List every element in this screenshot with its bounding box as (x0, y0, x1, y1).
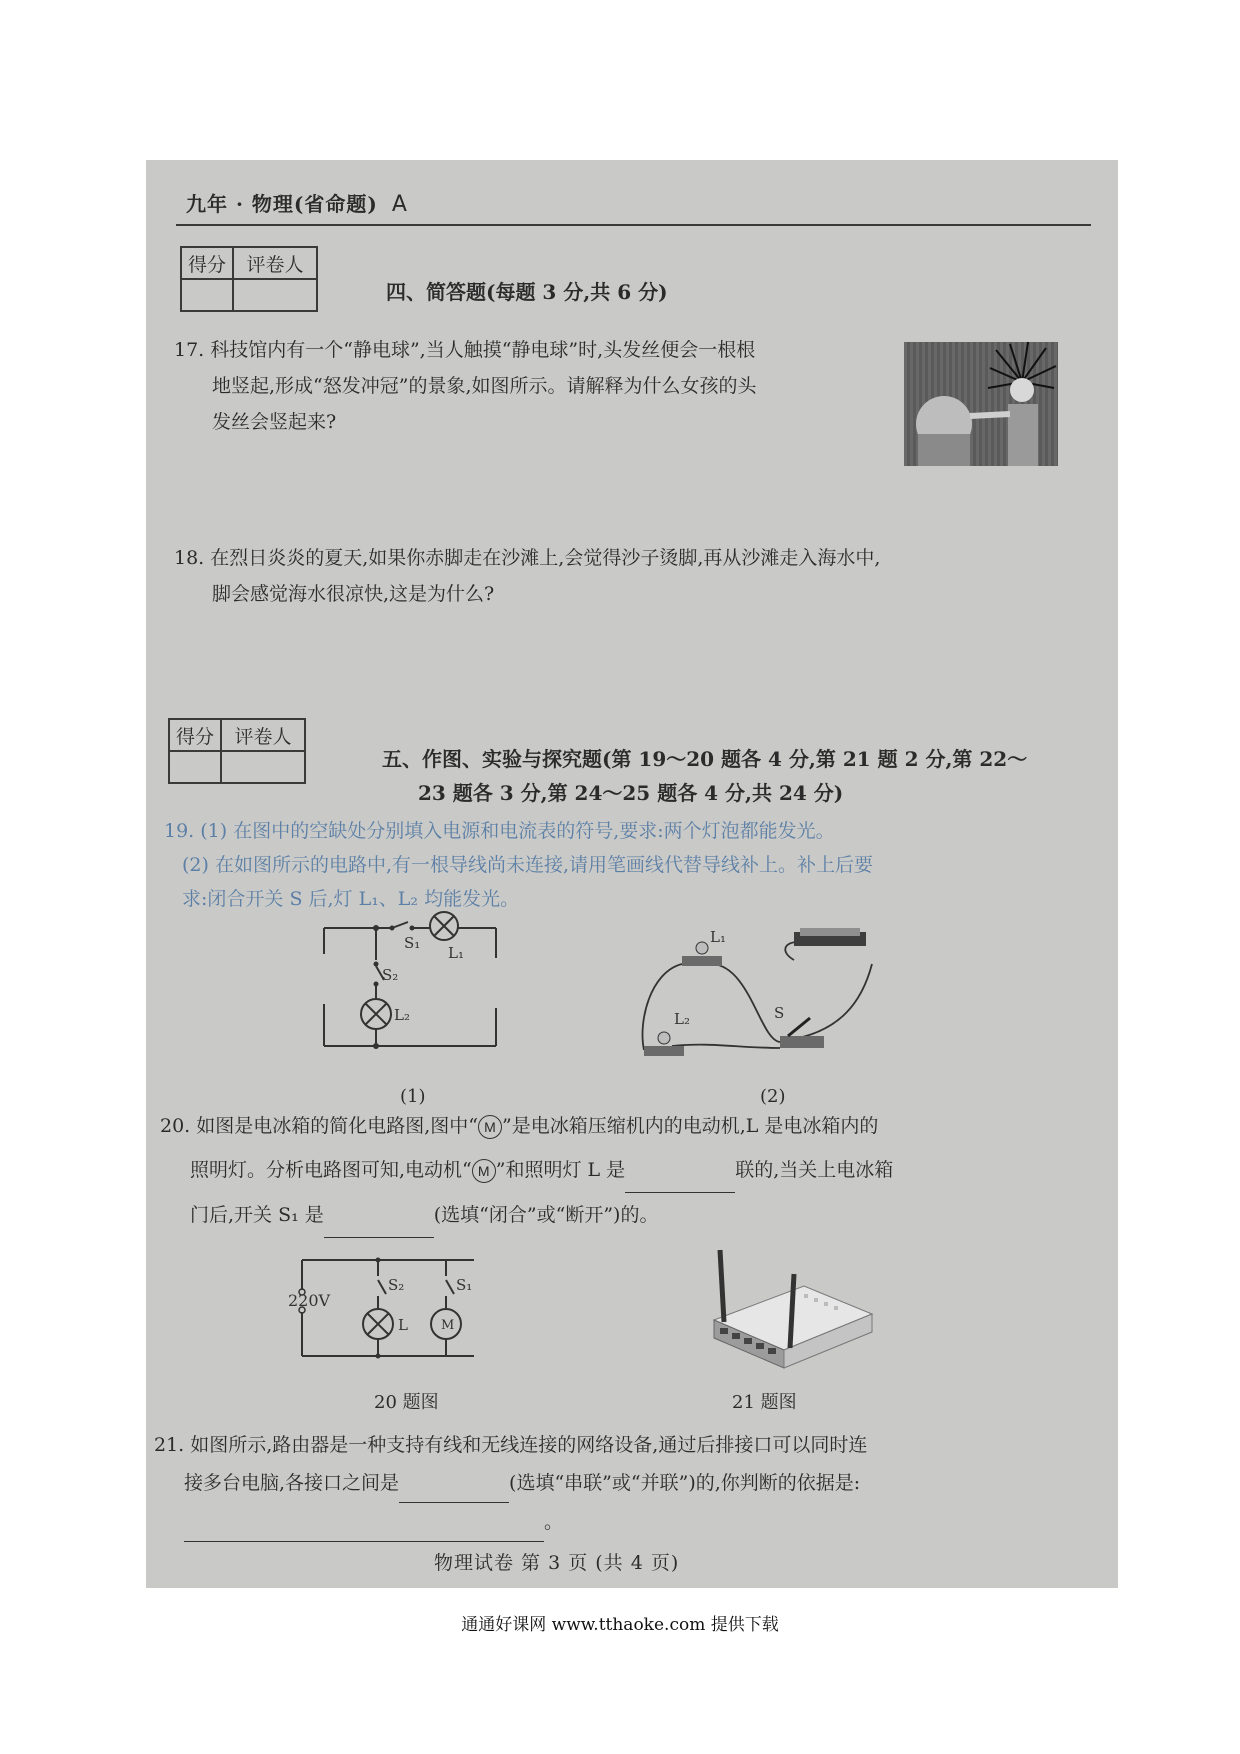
fig21-caption: 21 题图 (732, 1392, 797, 1413)
circuit-diagram-2 (630, 922, 880, 1062)
q21-line2b: (选填“串联”或“并联”)的,你判断的依据是: (509, 1472, 861, 1494)
label-s: S (774, 1004, 785, 1022)
q20-line2b: ”和照明灯 L 是 (495, 1159, 626, 1181)
q17-line3: 发丝会竖起来? (212, 411, 337, 433)
blank-reason[interactable] (184, 1503, 544, 1542)
page-footer: 物理试卷 第 3 页 (共 4 页) (434, 1552, 680, 1574)
label-s1: S₁ (456, 1276, 473, 1294)
question-19 (164, 814, 1094, 916)
exam-page (146, 160, 1118, 1588)
q21-line2a: 接多台电脑,各接口之间是 (184, 1472, 400, 1494)
q20-line1a: 20. 如图是电冰箱的简化电路图,图中“ (160, 1115, 479, 1137)
page-header (186, 188, 408, 217)
fig20-caption: 20 题图 (374, 1392, 439, 1413)
motor-symbol: M (478, 1115, 502, 1139)
q18-line2: 脚会感觉海水很凉快,这是为什么? (212, 583, 495, 605)
label-s2: S₂ (382, 966, 399, 984)
header-rule (176, 224, 1091, 226)
score-cell (169, 751, 221, 783)
label-l2: L₂ (394, 1006, 410, 1024)
q17-line2: 地竖起,形成“怒发冲冠”的景象,如图所示。请解释为什么女孩的头 (212, 375, 757, 397)
label-voltage: 220V (288, 1291, 331, 1310)
fridge-circuit-diagram (288, 1250, 494, 1365)
circuit-diagram-1 (320, 918, 510, 1053)
blank-port-connection[interactable] (399, 1464, 509, 1503)
label-l1: L₁ (710, 928, 726, 946)
section-5-title (382, 742, 1027, 810)
label-s2: S₂ (388, 1276, 405, 1294)
q18-line1: 18. 在烈日炎炎的夏天,如果你赤脚走在沙滩上,会觉得沙子烫脚,再从沙滩走入海水中, (174, 547, 881, 569)
blank-switch-state[interactable] (324, 1193, 434, 1238)
section5-line2: 23 题各 3 分,第 24～25 题各 4 分,共 24 分) (418, 781, 844, 805)
q19-line2: (2) 在如图所示的电路中,有一根导线尚未连接,请用笔画线代替导线补上。补上后要 (182, 854, 874, 876)
grader-label: 评卷人 (221, 719, 305, 751)
q20-line3a: 门后,开关 S₁ 是 (190, 1204, 324, 1226)
q20-line2c: 联的,当关上电冰箱 (735, 1159, 894, 1181)
motor-symbol: M (472, 1159, 496, 1183)
question-21 (154, 1426, 1104, 1542)
fig2-caption: (2) (760, 1086, 786, 1107)
header-title: 九年 · 物理(省命题) (186, 192, 378, 216)
section-4-title: 四、简答题(每题 3 分,共 6 分) (386, 280, 668, 304)
score-cell (181, 279, 233, 311)
label-s1: S₁ (404, 934, 421, 952)
q19-line1: 19. (1) 在图中的空缺处分别填入电源和电流表的符号,要求:两个灯泡都能发光。 (164, 820, 835, 842)
q20-line2a: 照明灯。分析电路图可知,电动机“ (190, 1159, 472, 1181)
q21-line3-end: 。 (544, 1511, 564, 1533)
header-level: A (391, 192, 408, 217)
blank-connection-type[interactable] (625, 1148, 735, 1193)
label-lamp: L (398, 1316, 408, 1334)
static-ball-photo (904, 342, 1058, 466)
download-credit: 通通好课网 www.tthaoke.com 提供下载 (461, 1615, 779, 1635)
section5-line1: 五、作图、实验与探究题(第 19～20 题各 4 分,第 21 题 2 分,第 22～ (382, 747, 1028, 771)
question-20 (160, 1104, 1100, 1238)
q21-line1: 21. 如图所示,路由器是一种支持有线和无线连接的网络设备,通过后排接口可以同时连 (154, 1434, 868, 1456)
label-l1: L₁ (448, 944, 464, 962)
grader-cell (221, 751, 305, 783)
router-image (694, 1250, 874, 1370)
score-label: 得分 (181, 247, 233, 279)
question-18 (174, 540, 1104, 612)
label-motor: M (441, 1318, 455, 1333)
q19-line3: 求:闭合开关 S 后,灯 L₁、L₂ 均能发光。 (182, 888, 520, 910)
score-label: 得分 (169, 719, 221, 751)
fig1-caption: (1) (400, 1086, 426, 1107)
score-table-2 (168, 718, 306, 784)
grader-cell (233, 279, 317, 311)
score-table-1 (180, 246, 318, 312)
q20-line1b: ”是电冰箱压缩机内的电动机,L 是电冰箱内的 (502, 1115, 879, 1137)
label-l2: L₂ (674, 1010, 690, 1028)
q17-line1: 17. 科技馆内有一个“静电球”,当人触摸“静电球”时,头发丝便会一根根 (174, 339, 756, 361)
q20-line3b: (选填“闭合”或“断开”)的。 (433, 1204, 659, 1226)
grader-label: 评卷人 (233, 247, 317, 279)
